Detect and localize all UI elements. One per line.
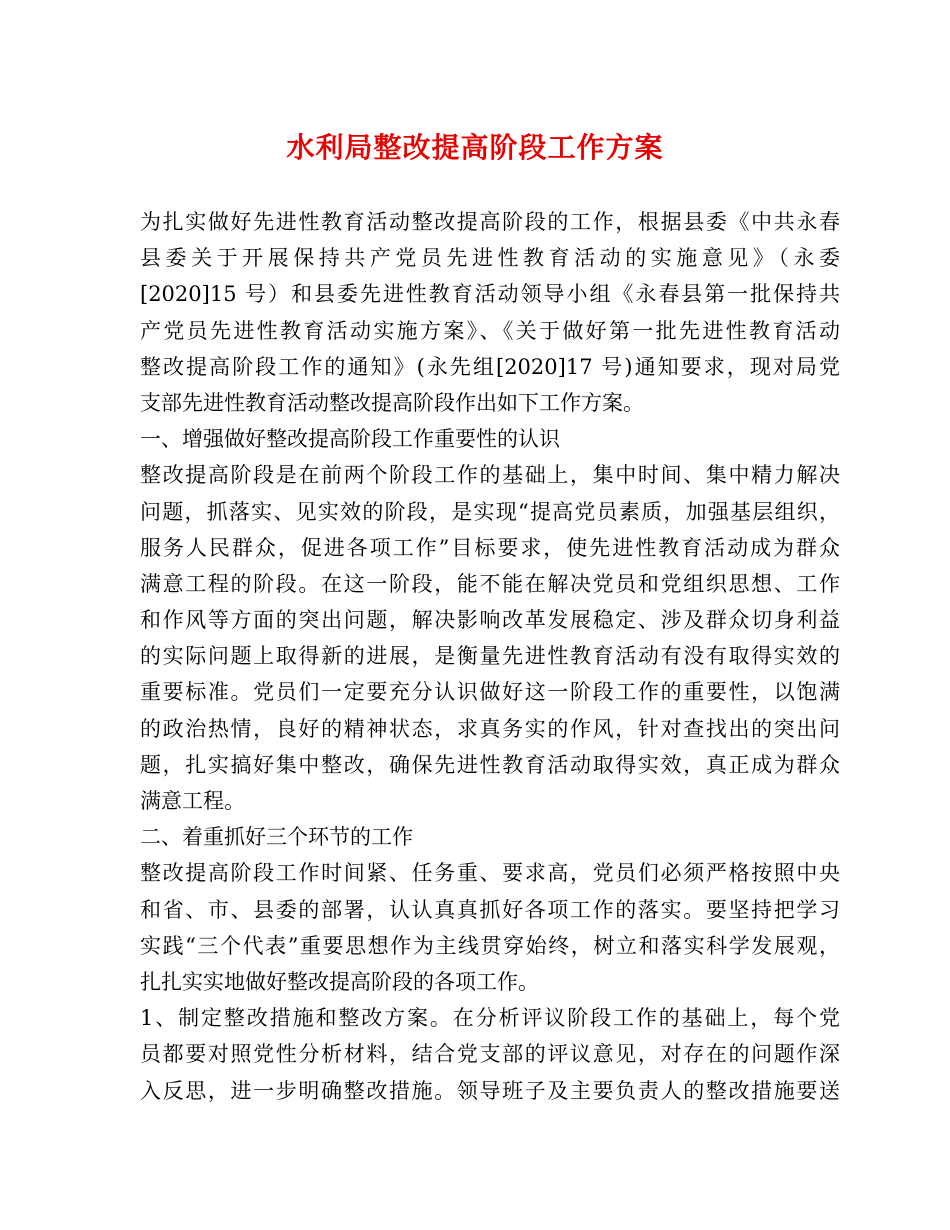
body-line: [2020]15 号）和县委先进性教育活动领导小组《永春县第一批保持共 — [140, 282, 840, 307]
body-line: 县委关于开展保持共产党员先进性教育活动的实施意见》（永委 — [140, 246, 840, 271]
body-line: 整改提高阶段工作的通知》(永先组[2020]17 号)通知要求，现对局党 — [140, 354, 840, 379]
body-line: 题，扎实搞好集中整改，确保先进性教育活动取得实效，真正成为群众 — [140, 752, 840, 777]
body-line: 问题，抓落实、见实效的阶段，是实现“提高党员素质，加强基层组织， — [140, 499, 840, 524]
body-line: 整改提高阶段工作时间紧、任务重、要求高，党员们必须严格按照中央 — [140, 861, 840, 886]
body-line: 和省、市、县委的部署，认认真真抓好各项工作的落实。要坚持把学习 — [140, 897, 840, 922]
body-line: 1、制定整改措施和整改方案。在分析评议阶段工作的基础上，每个党 — [140, 1006, 840, 1031]
body-line: 满意工程的阶段。在这一阶段，能不能在解决党员和党组织思想、工作 — [140, 571, 840, 596]
body-line: 为扎实做好先进性教育活动整改提高阶段的工作，根据县委《中共永春 — [140, 210, 840, 234]
body-line: 二、着重抓好三个环节的工作 — [140, 825, 413, 850]
body-line: 扎扎实实地做好整改提高阶段的各项工作。 — [140, 969, 539, 994]
document-title: 水利局整改提高阶段工作方案 — [286, 131, 664, 164]
body-line: 的实际问题上取得新的进展，是衡量先进性教育活动有没有取得实效的 — [140, 644, 840, 669]
body-line: 入反思，进一步明确整改措施。领导班子及主要负责人的整改措施要送 — [140, 1078, 840, 1103]
body-line: 实践“三个代表”重要思想作为主线贯穿始终，树立和落实科学发展观， — [140, 933, 840, 958]
body-line: 员都要对照党性分析材料，结合党支部的评议意见，对存在的问题作深 — [140, 1042, 840, 1067]
body-line: 和作风等方面的突出问题，解决影响改革发展稳定、涉及群众切身利益 — [140, 608, 840, 633]
body-line: 一、增强做好整改提高阶段工作重要性的认识 — [140, 427, 560, 452]
body-line: 支部先进性教育活动整改提高阶段作出如下工作方案。 — [140, 390, 644, 415]
body-line: 满意工程。 — [140, 789, 245, 813]
body-line: 重要标准。党员们一定要充分认识做好这一阶段工作的重要性，以饱满 — [140, 680, 840, 705]
body-line: 产党员先进性教育活动实施方案》、《关于做好第一批先进性教育活动 — [140, 318, 840, 343]
body-line: 服务人民群众，促进各项工作”目标要求，使先进性教育活动成为群众 — [140, 535, 840, 560]
body-line: 的政治热情，良好的精神状态，求真务实的作风，针对查找出的突出问 — [140, 716, 840, 741]
body-line: 整改提高阶段是在前两个阶段工作的基础上，集中时间、集中精力解决 — [140, 463, 840, 488]
document-body — [140, 204, 840, 1109]
